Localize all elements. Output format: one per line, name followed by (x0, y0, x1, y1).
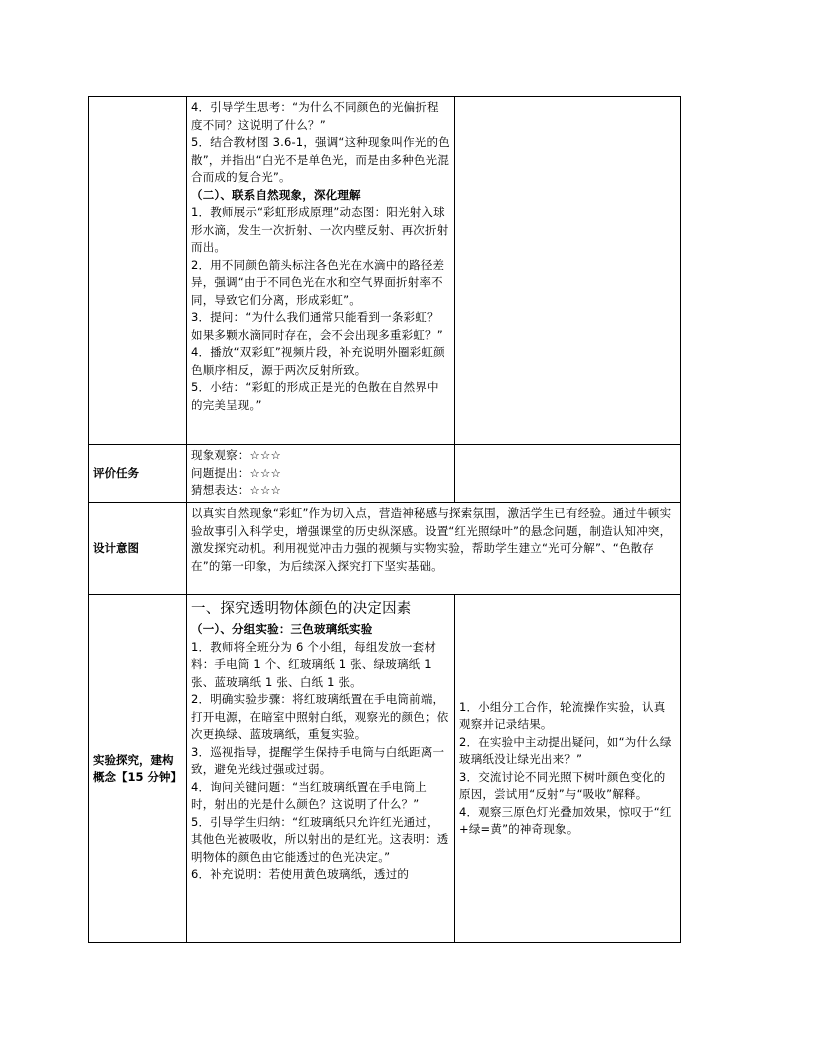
experiment-subheading: （一）、分组实验：三色玻璃纸实验 (191, 622, 373, 636)
student-step-4: 4．观察三原色灯光叠加效果，惊叹于“红+绿=黄”的神奇现象。 (459, 804, 672, 836)
nature-step-3: 3．提问：“为什么我们通常只能看到一条彩虹？如果多颗水滴同时存在，会不会出现多重彩虹？” (191, 310, 443, 342)
teacher-step-4: 4．引导学生思考：“为什么不同颜色的光偏折程度不同？这说明了什么？” (191, 100, 439, 132)
experiment-student-cell (455, 595, 681, 943)
teacher-activity-cell (187, 97, 455, 445)
experiment-step-5: 5．引导学生归纳：“红玻璃纸只允许红光通过，其他色光被吸收，所以射出的是红光。这表明：透明物体的颜色由它能透过的色光决定。” (191, 814, 449, 864)
design-intent-text: 以真实自然现象“彩虹”作为切入点，营造神秘感与探索氛围，激活学生已有经验。通过牛顿实验故事引入科学史，增强课堂的历史纵深感。设置“红光照绿叶”的悬念问题，制造认知冲突，激发探究动机。利用视觉冲击力强的视频与实物实验，帮助学生建立“光可分解”、“色散存在”的第一印象，为后续深入探究打下坚实基础。 (187, 503, 681, 595)
experiment-heading: 一、探究透明物体颜色的决定因素 (191, 601, 412, 617)
student-activity-cell-empty (455, 97, 681, 445)
evaluation-empty-cell (455, 445, 681, 503)
experiment-step-2: 2．明确实验步骤：将红玻璃纸置在手电筒前端，打开电源，在暗室中照射白纸，观察光的颜色；依次更换绿、蓝玻璃纸，重复实验。 (191, 692, 449, 741)
design-label: 设计意图 (89, 503, 187, 595)
nature-step-5: 5．小结：“彩虹的形成正是光的色散在自然界中的完美呈现。” (191, 380, 439, 412)
evaluation-items-cell (187, 445, 455, 503)
table-row-evaluation (89, 445, 681, 503)
table-row-teaching-process (89, 97, 681, 445)
table-row-experiment (89, 595, 681, 943)
nature-step-1: 1．教师展示“彩虹形成原理”动态图：阳光射入球形水滴，发生一次折射、一次内壁反射、再次折射而出。 (191, 205, 449, 254)
row-label-empty (89, 97, 187, 445)
evaluation-item: 猜想表达：☆☆☆ (191, 483, 282, 497)
experiment-step-3: 3．巡视指导，提醒学生保持手电筒与白纸距离一致，避免光线过强或过弱。 (191, 744, 445, 776)
student-step-3: 3．交流讨论不同光照下树叶颜色变化的原因，尝试用“反射”与“吸收”解释。 (459, 769, 666, 801)
nature-step-4: 4．播放“双彩虹”视频片段，补充说明外圈彩虹颜色顺序相反，源于两次反射所致。 (191, 345, 445, 377)
experiment-teacher-cell (187, 595, 455, 943)
student-step-2: 2．在实验中主动提出疑问，如“为什么绿玻璃纸没让绿光出来？” (459, 734, 672, 766)
nature-step-2: 2．用不同颜色箭头标注各色光在水滴中的路径差异，强调“由于不同色光在水和空气界面折射率不同，导致它们分离，形成彩虹”。 (191, 257, 445, 307)
table-row-design (89, 503, 681, 595)
experiment-label: 实验探究，建构概念【15 分钟】 (89, 595, 187, 943)
section-heading-nature: （二）、联系自然现象，深化理解 (191, 187, 361, 202)
evaluation-label: 评价任务 (89, 445, 187, 503)
evaluation-item: 问题提出：☆☆☆ (191, 465, 282, 480)
experiment-step-6: 6．补充说明：若使用黄色玻璃纸，透过的 (191, 867, 410, 881)
student-step-1: 1．小组分工合作，轮流操作实验，认真观察并记录结果。 (459, 699, 666, 731)
experiment-step-4: 4．询问关键问题：“当红玻璃纸置在手电筒上时，射出的光是什么颜色？这说明了什么？” (191, 779, 427, 811)
teacher-step-5: 5．结合教材图 3.6-1，强调“这种现象叫作光的色散”，并指出“白光不是单色光，而是由多种色光混合而成的复合光”。 (191, 135, 450, 184)
evaluation-item: 现象观察：☆☆☆ (191, 448, 282, 462)
lesson-plan-table (88, 96, 681, 943)
experiment-step-1: 1．教师将全班分为 6 个小组，每组发放一套材料：手电筒 1 个、红玻璃纸 1 张、绿玻璃纸 1 张、蓝玻璃纸 1 张、白纸 1 张。 (191, 639, 437, 689)
